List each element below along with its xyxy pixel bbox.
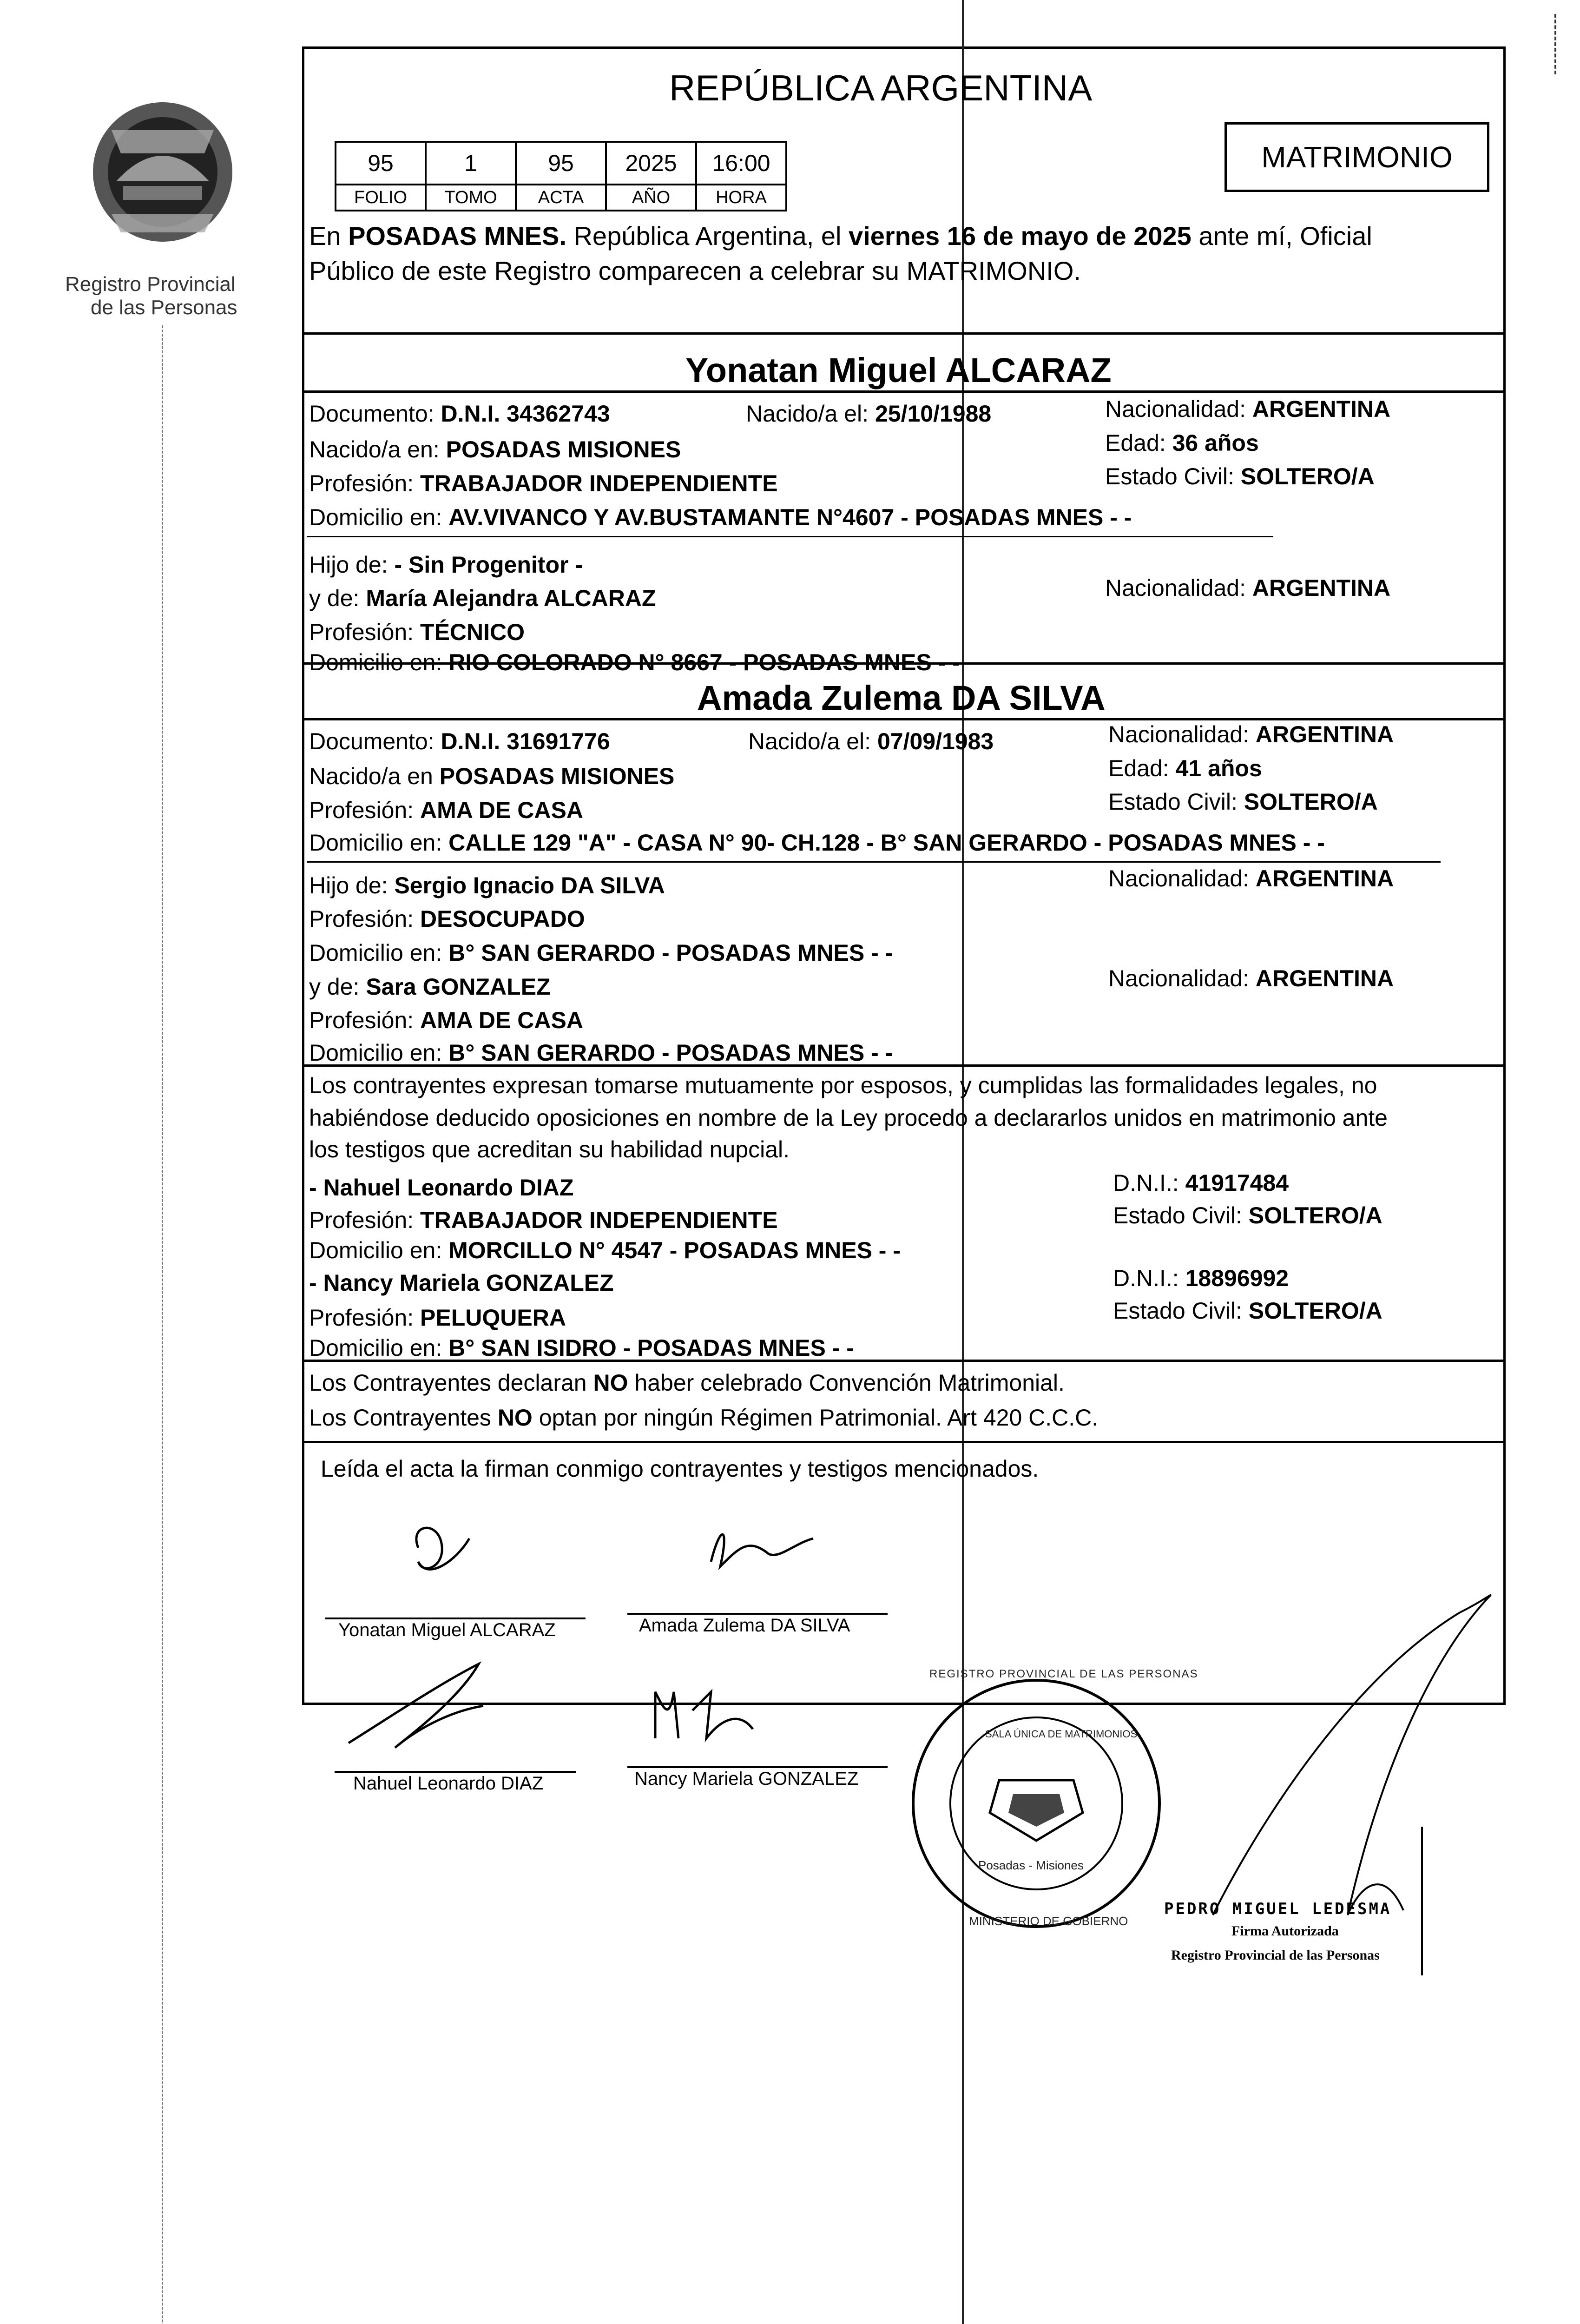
- spouse2-parent2-nat-value: ARGENTINA: [1255, 965, 1394, 991]
- folio-value: 95: [336, 142, 426, 185]
- statement-line3: los testigos que acreditan su habilidad nupcial.: [309, 1136, 790, 1162]
- intro-line2: Público de este Registro comparecen a celebrar su MATRIMONIO.: [309, 256, 1081, 285]
- intro-place: POSADAS MNES.: [348, 221, 566, 251]
- hora-label: HORA: [696, 185, 786, 211]
- divider-spouse1-addr: [307, 536, 1273, 537]
- regime-line2-post: optan por ningún Régimen Patrimonial. Art 420 C.C.C.: [539, 1405, 1099, 1431]
- witness2-addr-value: B° SAN ISIDRO - POSADAS MNES - -: [448, 1335, 854, 1361]
- signature-line-1: [325, 1618, 586, 1619]
- spouse1-doc-value: D.N.I. 34362743: [441, 401, 610, 427]
- witness1-prof-value: TRABAJADOR INDEPENDIENTE: [420, 1207, 778, 1233]
- spouse2-parent2-label: y de:: [309, 974, 360, 1000]
- spouse2-parent1-addr: [309, 941, 893, 964]
- intro-mid: República Argentina, el: [573, 221, 842, 251]
- country-title: REPÚBLICA ARGENTINA: [669, 67, 1093, 108]
- witness2-dni-label: D.N.I.:: [1113, 1265, 1179, 1291]
- spouse1-parent2-prof-value: TÉCNICO: [420, 619, 525, 645]
- anio-label: AÑO: [606, 185, 696, 211]
- witness2-dni: [1113, 1267, 1289, 1290]
- spouse1-civil: [1105, 465, 1375, 488]
- spouse2-addr-value: CALLE 129 "A" - CASA N° 90- CH.128 - B° SAN GERARDO - POSADAS MNES - -: [448, 830, 1325, 856]
- spouse1-parent1-value: - Sin Progenitor -: [394, 552, 583, 578]
- witness1-addr: [309, 1239, 901, 1262]
- folio-label: FOLIO: [336, 185, 426, 211]
- spouse1-born: [746, 402, 991, 425]
- stamp-text-outer: REGISTRO PROVINCIAL DE LAS PERSONAS: [929, 1668, 1198, 1680]
- spouse2-parent2-value: Sara GONZALEZ: [366, 974, 551, 1000]
- stamp-text-city: Posadas - Misiones: [978, 1858, 1084, 1872]
- spouse1-place-label: Nacido/a en:: [309, 436, 440, 462]
- divider-spouse2-name: [302, 718, 1506, 720]
- official-title: Firma Autorizada: [1231, 1923, 1339, 1939]
- witness2-prof-value: PELUQUERA: [420, 1305, 566, 1331]
- intro-date: viernes 16 de mayo de 2025: [849, 221, 1192, 251]
- witness1-civil-value: SOLTERO/A: [1248, 1202, 1382, 1228]
- spouse1-doc: [309, 402, 610, 425]
- spouse2-place-value: POSADAS MISIONES: [439, 763, 675, 789]
- registry-logo: [79, 88, 246, 256]
- signature-scribble-2: [711, 1534, 813, 1566]
- spouse2-prof-label: Profesión:: [309, 797, 414, 823]
- witness2-dni-value: 18896992: [1185, 1265, 1289, 1291]
- official-office: Registro Provincial de las Personas: [1171, 1948, 1380, 1963]
- signature-scribble-3: [349, 1664, 483, 1748]
- spouse1-age: [1105, 431, 1259, 455]
- spouse2-nat-label: Nacionalidad:: [1108, 721, 1249, 747]
- spouse2-place: [309, 765, 674, 788]
- regime-line1: [309, 1371, 1065, 1394]
- spouse2-parent2-prof-label: Profesión:: [309, 1007, 414, 1033]
- witness1-prof-label: Profesión:: [309, 1207, 414, 1233]
- spouse2-civil: [1108, 790, 1378, 813]
- spouse1-parent1-label: Hijo de:: [309, 552, 388, 578]
- statement-line1: Los contrayentes expresan tomarse mutuamente por esposos, y cumplidas las formalidades legales, no: [309, 1072, 1377, 1098]
- spouse1-prof: [309, 472, 778, 495]
- tomo-label: TOMO: [426, 185, 516, 211]
- spouse2-born-value: 07/09/1983: [877, 728, 994, 754]
- spouse1-civil-label: Estado Civil:: [1105, 463, 1234, 489]
- witness1-civil-label: Estado Civil:: [1113, 1202, 1242, 1228]
- witness1-dni: [1113, 1171, 1289, 1195]
- witness1-civil: [1113, 1204, 1382, 1227]
- spouse1-addr-label: Domicilio en:: [309, 504, 442, 530]
- divider-closing: [302, 1441, 1506, 1443]
- signature-label-2: Amada Zulema DA SILVA: [639, 1615, 850, 1636]
- spouse2-parent2: [309, 975, 551, 998]
- divider-header: [302, 332, 1506, 335]
- signature-scribble-1: [416, 1528, 469, 1569]
- witness2-addr: [309, 1336, 854, 1360]
- witness2-prof: [309, 1306, 566, 1329]
- spouse1-born-label: Nacido/a el:: [746, 401, 869, 427]
- intro-suffix: ante mí, Oficial: [1198, 221, 1372, 251]
- signature-line-2: [627, 1613, 888, 1615]
- divider-regime: [302, 1360, 1506, 1362]
- witness2-name: - Nancy Mariela GONZALEZ: [309, 1270, 614, 1296]
- witness1-name: - Nahuel Leonardo DIAZ: [309, 1175, 574, 1201]
- spouse2-born: [748, 730, 994, 753]
- logo-caption-line2: de las Personas: [91, 296, 237, 319]
- spouse2-parent1-nat: [1108, 867, 1394, 890]
- regime-line2-pre: Los Contrayentes: [309, 1405, 491, 1431]
- signature-line-3: [335, 1771, 576, 1773]
- acta-label: ACTA: [516, 185, 606, 211]
- spouse2-civil-label: Estado Civil:: [1108, 789, 1238, 815]
- spouse1-name: Yonatan Miguel ALCARAZ: [685, 351, 1112, 390]
- stamp-text-inner: SALA ÚNICA DE MATRIMONIOS: [985, 1728, 1138, 1740]
- divider-spouse2-addr: [307, 861, 1441, 863]
- spouse2-nat-value: ARGENTINA: [1255, 721, 1394, 747]
- spouse1-place: [309, 438, 681, 461]
- spouse1-civil-value: SOLTERO/A: [1240, 463, 1375, 489]
- spouse2-addr-label: Domicilio en:: [309, 830, 442, 856]
- witness1-addr-value: MORCILLO N° 4547 - POSADAS MNES - -: [448, 1237, 901, 1263]
- spouse2-parent2-nat-label: Nacionalidad:: [1108, 965, 1249, 991]
- spouse2-place-label: Nacido/a en: [309, 763, 433, 789]
- record-type-box: MATRIMONIO: [1224, 122, 1489, 192]
- regime-line1-post: haber celebrado Convención Matrimonial.: [634, 1370, 1065, 1396]
- acta-value: 95: [516, 142, 606, 185]
- witness2-addr-label: Domicilio en:: [309, 1335, 442, 1361]
- regime-line1-pre: Los Contrayentes declaran: [309, 1370, 587, 1396]
- spouse2-parent2-nat: [1108, 967, 1394, 990]
- spouse2-age-label: Edad:: [1108, 755, 1169, 781]
- spouse2-civil-value: SOLTERO/A: [1244, 789, 1378, 815]
- witness1-dni-label: D.N.I.:: [1113, 1170, 1179, 1196]
- witness1-addr-label: Domicilio en:: [309, 1237, 442, 1263]
- spouse1-prof-label: Profesión:: [309, 470, 414, 496]
- spouse1-parent2-addr-value: RIO COLORADO N° 8667 - POSADAS MNES - -: [448, 649, 960, 675]
- spouse1-parent2-prof-label: Profesión:: [309, 619, 414, 645]
- spouse2-parent2-prof: [309, 1009, 583, 1032]
- signature-line-4: [627, 1766, 888, 1768]
- witness2-prof-label: Profesión:: [309, 1305, 414, 1331]
- spouse1-place-value: POSADAS MISIONES: [446, 436, 681, 462]
- spouse2-parent1-label: Hijo de:: [309, 872, 388, 898]
- spouse1-prof-value: TRABAJADOR INDEPENDIENTE: [420, 470, 778, 496]
- spouse1-nat-value: ARGENTINA: [1252, 396, 1391, 422]
- regime-line2-no: NO: [497, 1405, 533, 1431]
- spouse1-nat-label: Nacionalidad:: [1105, 396, 1246, 422]
- left-margin-line: [162, 325, 163, 2324]
- folio-table: [335, 141, 787, 211]
- official-signature: [1208, 1548, 1506, 1985]
- stamp-text-bottom: MINISTERIO DE GOBIERNO: [969, 1914, 1128, 1928]
- signature-label-1: Yonatan Miguel ALCARAZ: [338, 1620, 556, 1640]
- spouse2-name: Amada Zulema DA SILVA: [697, 679, 1106, 717]
- spouse2-nat: [1108, 723, 1394, 746]
- spouse2-parent1-prof-label: Profesión:: [309, 906, 414, 932]
- signature-label-4: Nancy Mariela GONZALEZ: [634, 1769, 859, 1789]
- folio-labels-row: [336, 185, 786, 211]
- spouse1-addr-value: AV.VIVANCO Y AV.BUSTAMANTE N°4607 - POSADAS MNES - -: [448, 504, 1132, 530]
- spouse2-parent2-addr: [309, 1041, 893, 1064]
- divider-spouse1-name: [302, 390, 1506, 393]
- tomo-value: 1: [426, 142, 516, 185]
- folio-values-row: [336, 142, 786, 185]
- spouse1-nat: [1105, 397, 1390, 421]
- divider-statement: [302, 1064, 1506, 1067]
- provincial-seal-icon: [79, 88, 246, 256]
- statement-line2: habiéndose deducido oposiciones en nombre de la Ley procedo a declararlos unidos en matrimonio ante: [309, 1105, 1388, 1131]
- spouse1-parent2-nat-label: Nacionalidad:: [1105, 575, 1246, 601]
- spouse1-addr: [309, 506, 1132, 529]
- spouse2-parent2-addr-value: B° SAN GERARDO - POSADAS MNES - -: [448, 1040, 893, 1066]
- official-stamp: [906, 1673, 1166, 1934]
- spouse2-parent1: [309, 874, 665, 897]
- spouse2-prof: [309, 799, 583, 822]
- logo-caption-line1: Registro Provincial: [65, 273, 236, 296]
- witness1-dni-value: 41917484: [1185, 1170, 1289, 1196]
- spouse1-doc-label: Documento:: [309, 401, 434, 427]
- spouse2-prof-value: AMA DE CASA: [420, 797, 583, 823]
- spouse1-born-value: 25/10/1988: [875, 401, 992, 427]
- spouse2-parent1-addr-label: Domicilio en:: [309, 940, 442, 966]
- spouse2-parent2-addr-label: Domicilio en:: [309, 1040, 442, 1066]
- spouse1-parent2-prof: [309, 621, 525, 644]
- fold-line: [962, 0, 964, 2324]
- spouse2-parent1-prof: [309, 907, 585, 931]
- spouse1-parent2-value: María Alejandra ALCARAZ: [366, 585, 656, 611]
- spouse2-parent2-prof-value: AMA DE CASA: [420, 1007, 583, 1033]
- witness2-civil-label: Estado Civil:: [1113, 1298, 1242, 1324]
- stamp-seal-icon: [906, 1673, 1166, 1934]
- intro-line1: [309, 223, 1372, 249]
- spouse2-born-label: Nacido/a el:: [748, 728, 871, 754]
- spouse1-parent2-addr-label: Domicilio en:: [309, 649, 442, 675]
- spouse1-parent2-nat: [1105, 576, 1390, 600]
- spouse1-parent2: [309, 587, 656, 610]
- spouse1-age-label: Edad:: [1105, 430, 1166, 456]
- signature-scribble-4: [655, 1692, 753, 1738]
- spouse1-parent1: [309, 553, 583, 576]
- official-name: PEDRO MIGUEL LEDESMA: [1164, 1900, 1392, 1918]
- spouse2-parent1-prof-value: DESOCUPADO: [420, 906, 585, 932]
- spouse2-addr: [309, 831, 1325, 854]
- signature-label-3: Nahuel Leonardo DIAZ: [353, 1773, 544, 1794]
- hora-value: 16:00: [696, 142, 786, 185]
- witness2-civil-value: SOLTERO/A: [1248, 1298, 1382, 1324]
- spouse2-parent1-value: Sergio Ignacio DA SILVA: [394, 872, 665, 898]
- witness2-civil: [1113, 1299, 1382, 1322]
- spouse2-doc: [309, 730, 610, 753]
- spouse2-age: [1108, 757, 1262, 780]
- spouse1-parent2-label: y de:: [309, 585, 360, 611]
- spouse2-doc-value: D.N.I. 31691776: [441, 728, 610, 754]
- closing-text: Leída el acta la firman conmigo contrayentes y testigos mencionados.: [321, 1456, 1039, 1482]
- divider-spouse2: [302, 662, 1506, 665]
- spouse1-age-value: 36 años: [1172, 430, 1259, 456]
- spouse2-age-value: 41 años: [1175, 755, 1262, 781]
- spouse1-parent2-nat-value: ARGENTINA: [1252, 575, 1391, 601]
- intro-prefix: En: [309, 221, 341, 251]
- anio-value: 2025: [606, 142, 696, 185]
- spouse2-parent1-addr-value: B° SAN GERARDO - POSADAS MNES - -: [448, 940, 893, 966]
- divider-bottom: [302, 1703, 1506, 1705]
- spouse2-parent1-nat-label: Nacionalidad:: [1108, 865, 1249, 891]
- regime-line2: [309, 1406, 1098, 1429]
- right-edge-marks: [1554, 14, 1556, 74]
- witness1-prof: [309, 1208, 778, 1232]
- spouse2-doc-label: Documento:: [309, 728, 434, 754]
- regime-line1-no: NO: [593, 1370, 628, 1396]
- spouse2-parent1-nat-value: ARGENTINA: [1255, 865, 1394, 891]
